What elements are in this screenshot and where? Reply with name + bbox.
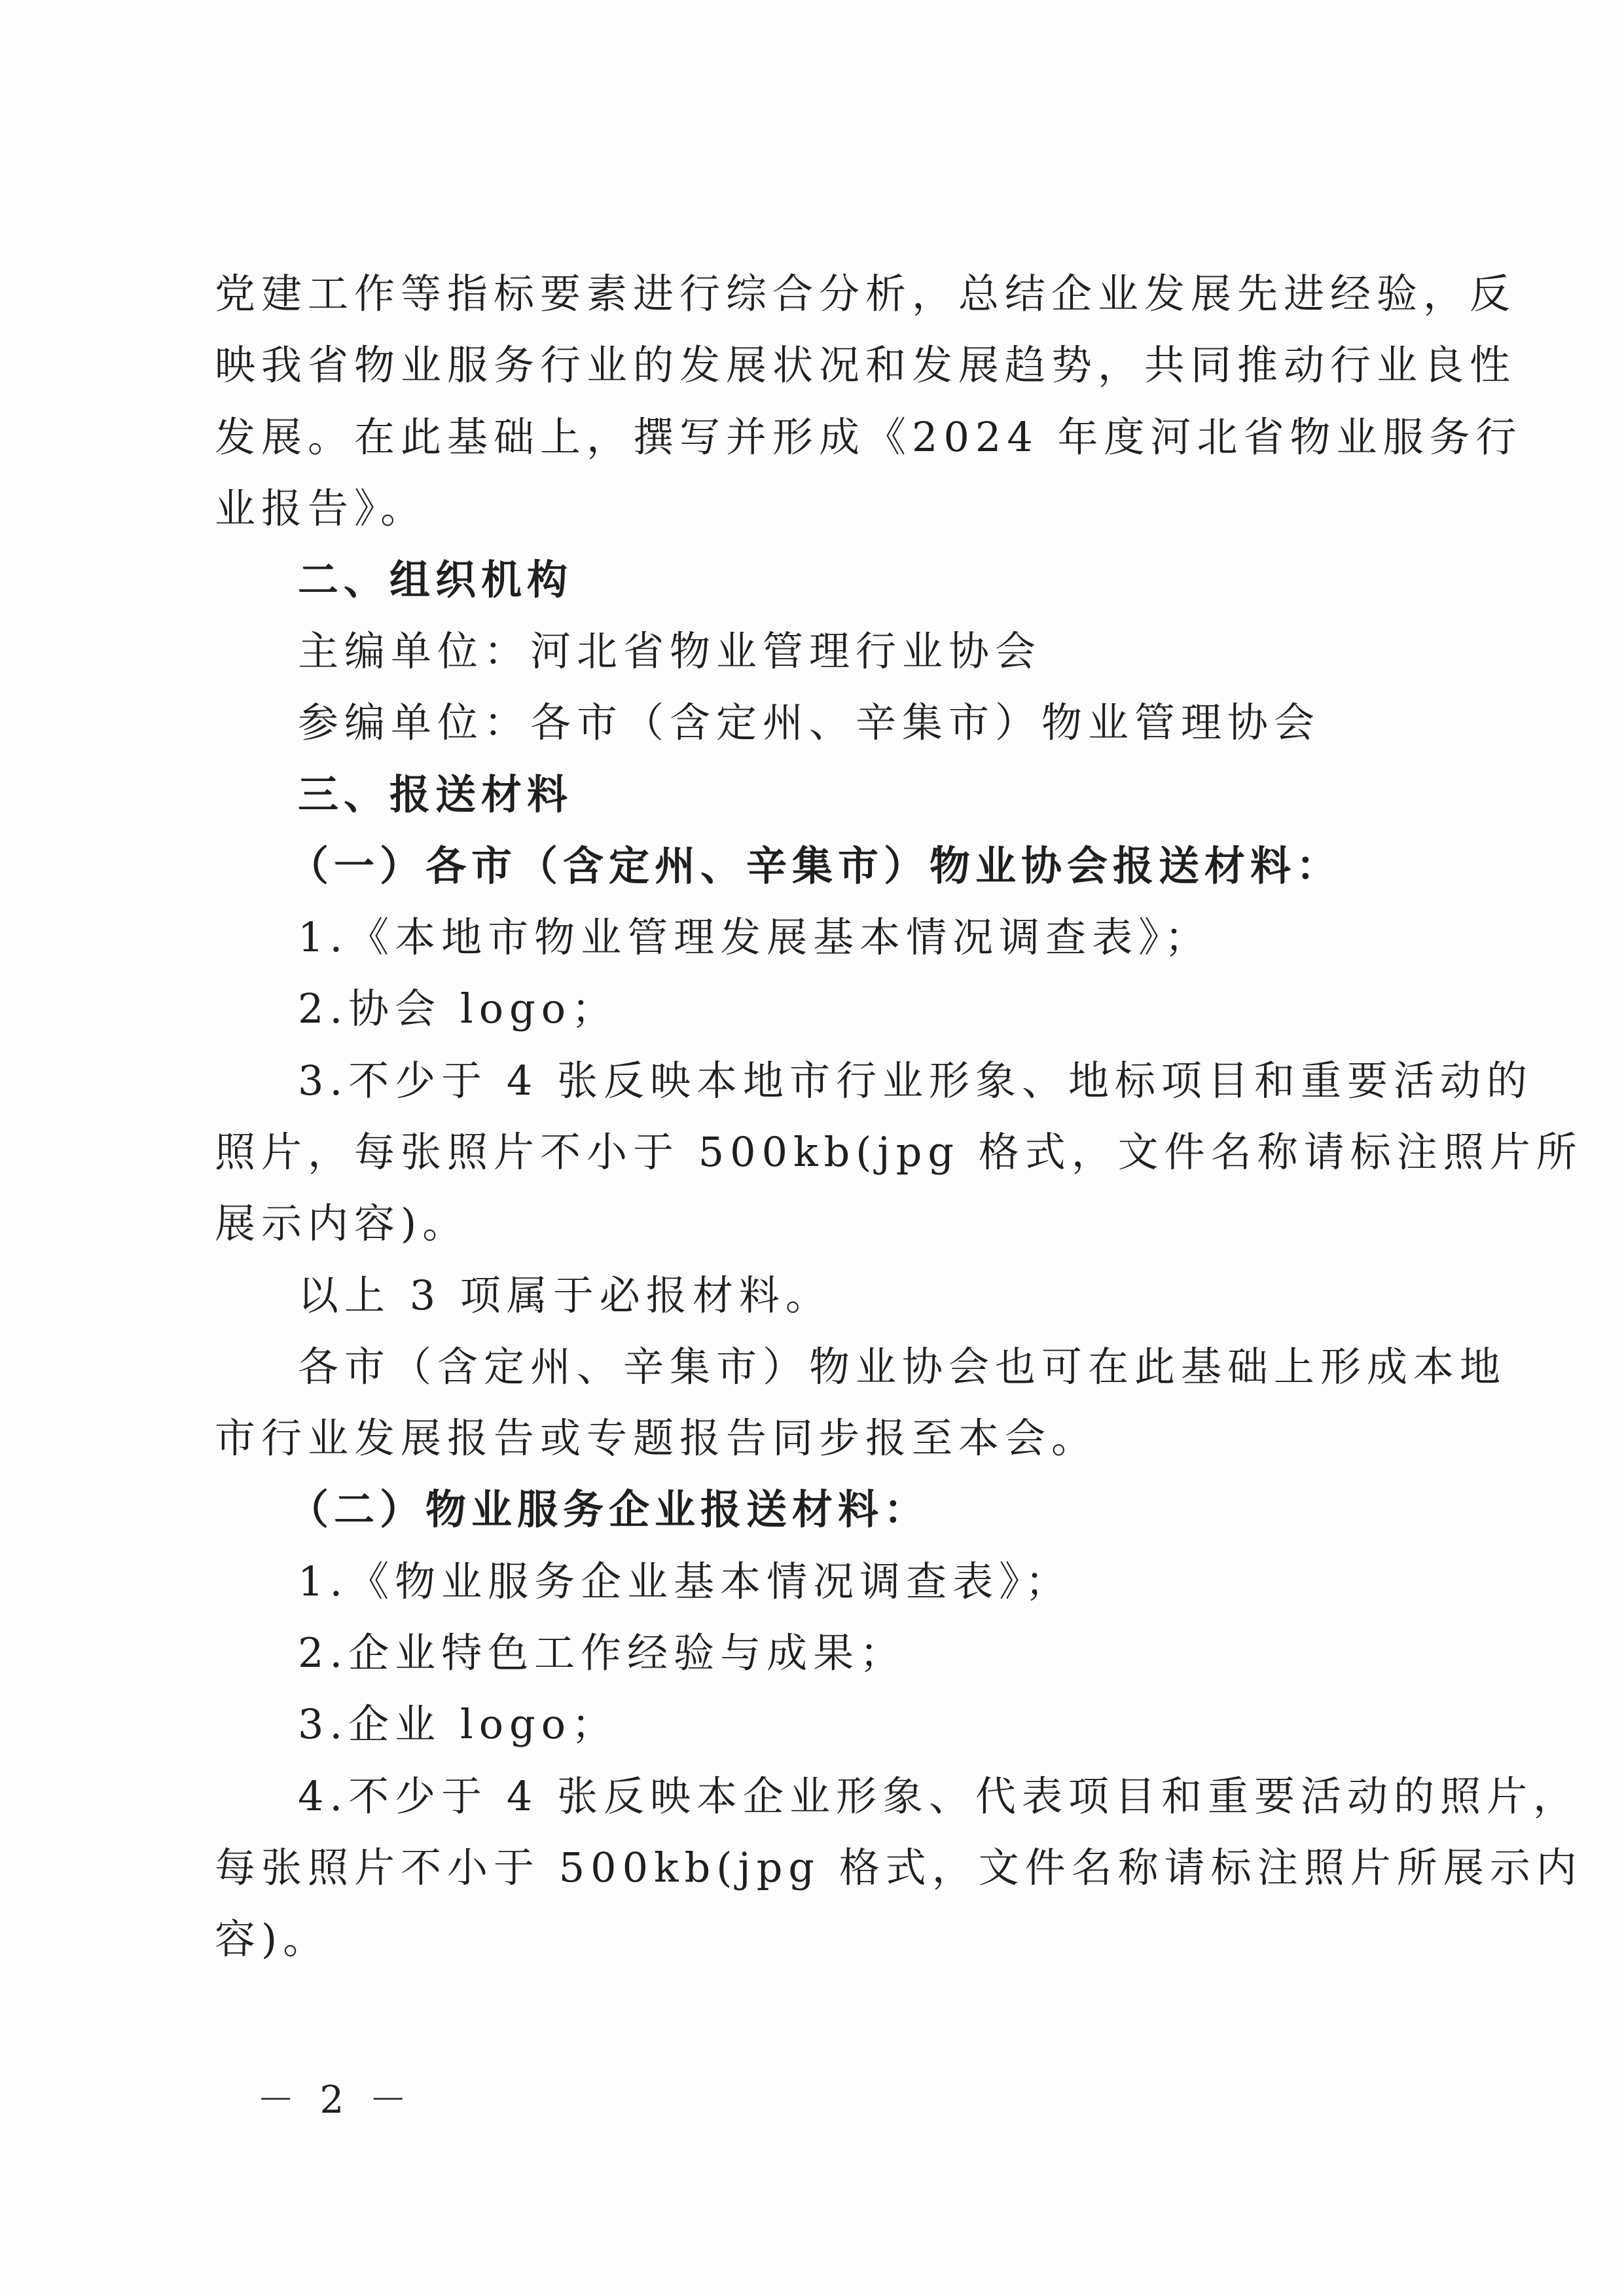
list-item: 3.企业 logo； — [298, 1700, 619, 1748]
page-number: － 2 － — [257, 2077, 414, 2122]
paragraph-line: 发展。在此基础上，撰写并形成《2024 年度河北省物业服务行 — [215, 413, 1523, 461]
list-item: 2.企业特色工作经验与成果； — [298, 1629, 907, 1677]
co-units-text: 参编单位：各市（含定州、辛集市）物业管理协会 — [298, 699, 1321, 746]
list-item: 1.《物业服务企业基本情况调查表》； — [298, 1558, 1072, 1605]
list-item-continuation: 容)。 — [215, 1915, 330, 1963]
section-heading-organization: 二、组织机构 — [298, 556, 573, 604]
list-item: 1.《本地市物业管理发展基本情况调查表》； — [298, 913, 1212, 961]
list-item: 2.协会 logo； — [298, 985, 619, 1032]
list-item-continuation: 展示内容)。 — [215, 1199, 469, 1247]
subsection-heading-city-associations: （一）各市（含定州、辛集市）物业协会报送材料： — [288, 842, 1343, 890]
list-item-continuation: 照片，每张照片不小于 500kb(jpg 格式，文件名称请标注照片所 — [215, 1128, 1583, 1176]
paragraph-line: 党建工作等指标要素进行综合分析，总结企业发展先进经验，反 — [215, 270, 1517, 318]
list-item: 3.不少于 4 张反映本地市行业形象、地标项目和重要活动的 — [298, 1057, 1534, 1104]
required-note: 以上 3 项属于必报材料。 — [298, 1271, 832, 1319]
subsection-heading-enterprises: （二）物业服务企业报送材料： — [288, 1485, 930, 1533]
paragraph-line: 市行业发展报告或专题报告同步报至本会。 — [215, 1414, 1098, 1462]
paragraph-line: 映我省物业服务行业的发展状况和发展趋势，共同推动行业良性 — [215, 341, 1517, 389]
lead-unit-text: 主编单位：河北省物业管理行业协会 — [298, 627, 1042, 675]
paragraph-line: 业报告》。 — [215, 484, 427, 532]
list-item: 4.不少于 4 张反映本企业形象、代表项目和重要活动的照片， — [298, 1772, 1580, 1820]
list-item-continuation: 每张照片不小于 500kb(jpg 格式，文件名称请标注照片所展示内 — [215, 1844, 1583, 1891]
section-heading-materials: 三、报送材料 — [298, 771, 573, 818]
paragraph-line: 各市（含定州、辛集市）物业协会也可在此基础上形成本地 — [298, 1343, 1507, 1391]
